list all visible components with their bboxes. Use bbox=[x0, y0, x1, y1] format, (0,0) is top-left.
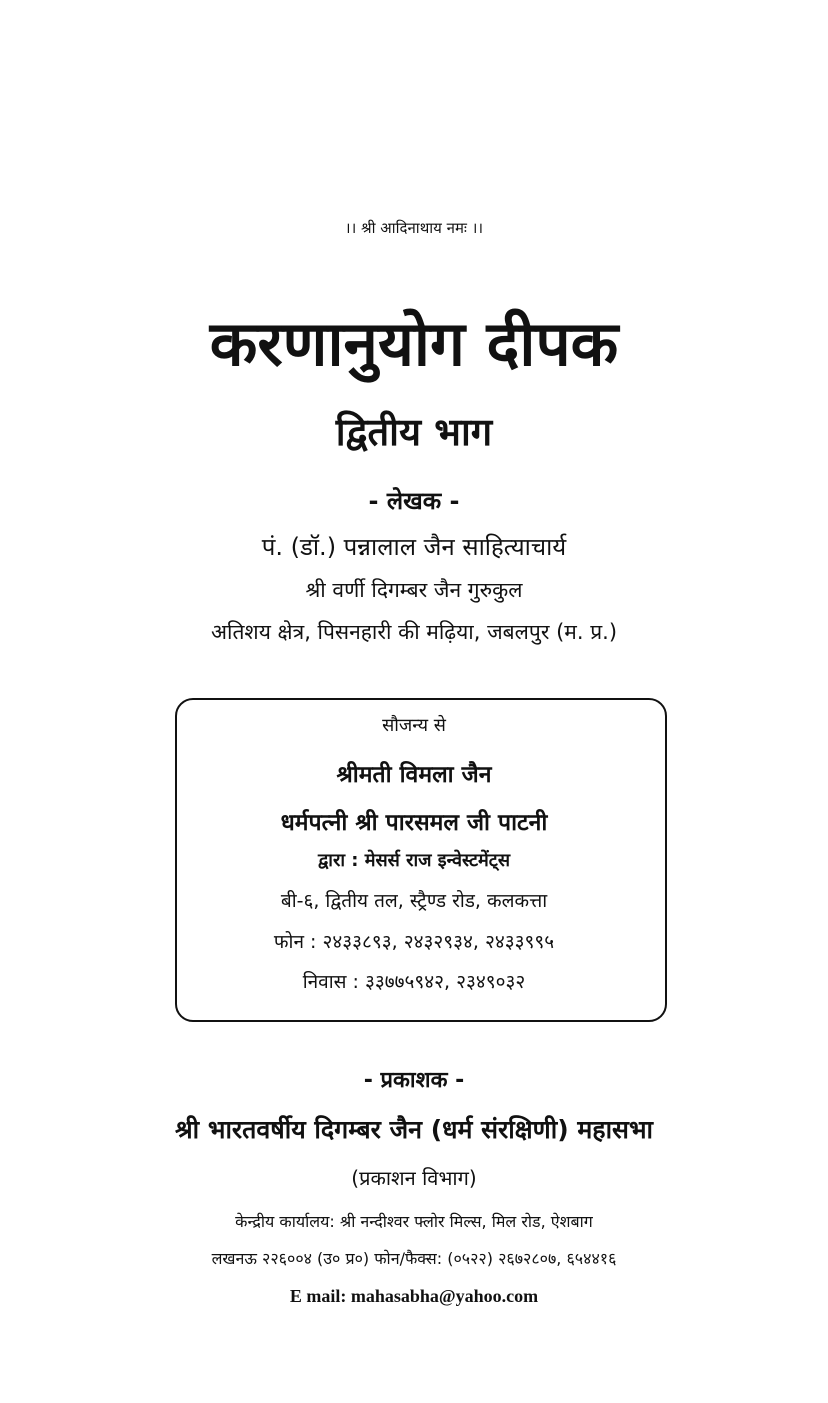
invocation: ।। श्री आदिनाथाय नमः ।। bbox=[344, 219, 484, 237]
book-subtitle: द्वितीय भाग bbox=[335, 410, 493, 454]
courtesy-relation: धर्मपत्नी श्री पारसमल जी पाटनी bbox=[280, 810, 548, 836]
courtesy-via: द्वारा : मेसर्स राज इन्वेस्टमेंट्स bbox=[317, 850, 511, 871]
author-address: अतिशय क्षेत्र, पिसनहारी की मढ़िया, जबलपुर (म. प्र.) bbox=[210, 620, 618, 644]
courtesy-residence: निवास : ३३७७५९४२, २३४९०३२ bbox=[302, 971, 526, 993]
publisher-city-phone: लखनऊ २२६००४ (उ० प्र०) फोन/फैक्स: (०५२२) २६७२८०७, ६५४४१६ bbox=[211, 1249, 617, 1268]
author-affiliation: श्री वर्णी दिगम्बर जैन गुरुकुल bbox=[305, 578, 523, 602]
courtesy-heading: सौजन्य से bbox=[382, 715, 446, 736]
publisher-heading: - प्रकाशक - bbox=[363, 1068, 465, 1093]
author-heading: - लेखक - bbox=[368, 487, 460, 515]
courtesy-name: श्रीमती विमला जैन bbox=[336, 762, 492, 788]
publisher-department: (प्रकाशन विभाग) bbox=[351, 1166, 477, 1190]
book-title: करणानुयोग दीपक bbox=[209, 307, 619, 380]
publisher-email: E mail: mahasabha@yahoo.com bbox=[289, 1286, 539, 1306]
publisher-name: श्री भारतवर्षीय दिगम्बर जैन (धर्म संरक्षिणी) महासभा bbox=[174, 1115, 654, 1144]
courtesy-phone: फोन : २४३३८९३, २४३२९३४, २४३३९९५ bbox=[273, 931, 555, 953]
publisher-office: केन्द्रीय कार्यालय: श्री नन्दीश्वर फ्लोर मिल्स, मिल रोड, ऐशबाग bbox=[235, 1212, 593, 1231]
author-name: पं. (डॉ.) पन्नालाल जैन साहित्याचार्य bbox=[261, 533, 567, 561]
courtesy-address: बी-६, द्वितीय तल, स्ट्रैण्ड रोड, कलकत्ता bbox=[280, 890, 548, 912]
